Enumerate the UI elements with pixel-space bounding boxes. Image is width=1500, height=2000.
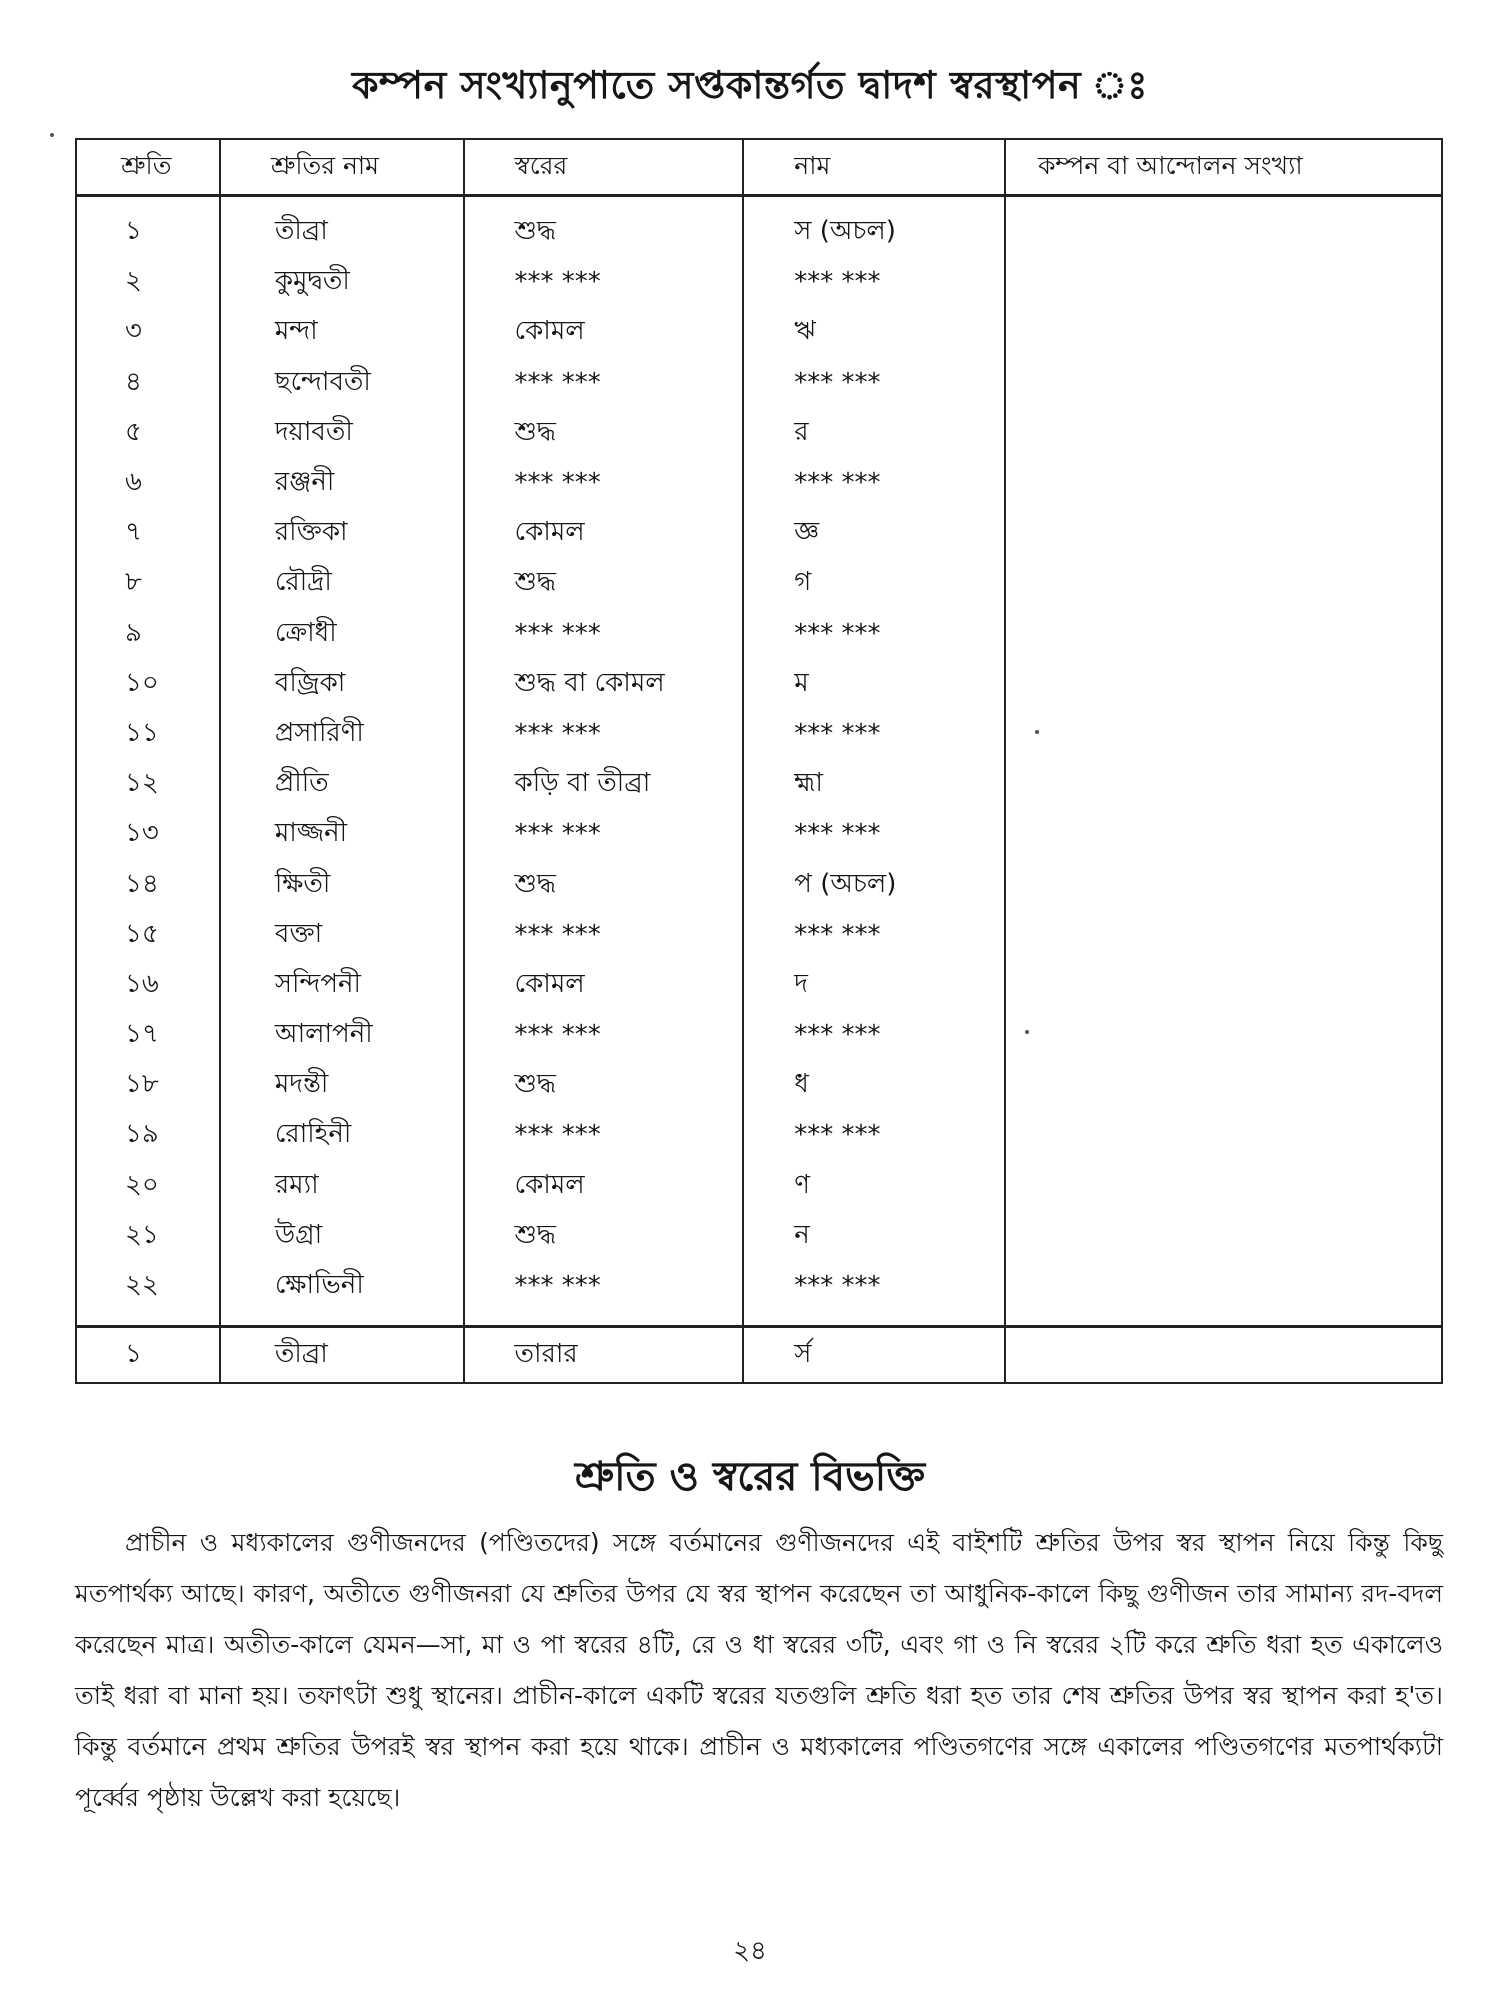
shruti-name: প্রসারিণী [220,709,464,759]
swara-type: *** *** [464,809,744,859]
footer-swara-name: র্স [743,1327,1005,1384]
swara-name: গ [743,558,1005,608]
shruti-name: রক্তিকা [220,508,464,558]
swara-type: শুদ্ধ বা কোমল [464,659,744,709]
frequency-cell [1005,1211,1442,1261]
shruti-name: রৌদ্রী [220,558,464,608]
shruti-table-container [75,138,1443,1384]
shruti-number: ১ [76,196,220,258]
swara-name: *** *** [743,1261,1005,1327]
scan-speck [1025,1030,1029,1034]
shruti-name: আলাপনী [220,1010,464,1060]
table-row [76,196,1442,258]
swara-type: শুদ্ধ [464,1060,744,1110]
frequency-cell [1005,809,1442,859]
swara-name: *** *** [743,458,1005,508]
shruti-number: ৩ [76,307,220,357]
table-header-row [76,139,1442,196]
shruti-name: সন্দিপনী [220,960,464,1010]
shruti-name: ক্ষিতী [220,859,464,909]
swara-name: জ্ঞ [743,508,1005,558]
swara-name: দ [743,960,1005,1010]
shruti-number: ৯ [76,609,220,659]
swara-name: ন [743,1211,1005,1261]
swara-type: শুদ্ধ [464,1211,744,1261]
header-frequency: কম্পন বা আন্দোলন সংখ্যা [1005,139,1442,196]
frequency-cell [1005,508,1442,558]
table-row [76,609,1442,659]
shruti-name: রঞ্জনী [220,458,464,508]
table-row [76,1060,1442,1110]
shruti-name: মদন্তী [220,1060,464,1110]
shruti-number: ২ [76,257,220,307]
shruti-number: ৭ [76,508,220,558]
shruti-name: মাজ্জনী [220,809,464,859]
swara-name: ঋ [743,307,1005,357]
shruti-name: রম্যা [220,1161,464,1211]
shruti-number: ২০ [76,1161,220,1211]
table-row [76,307,1442,357]
frequency-cell [1005,1010,1442,1060]
swara-type: *** *** [464,709,744,759]
shruti-number: ২২ [76,1261,220,1327]
shruti-name: তীব্রা [220,196,464,258]
swara-type: *** *** [464,910,744,960]
shruti-number: ৫ [76,408,220,458]
page-title: কম্পন সংখ্যানুপাতে সপ্তকান্তর্গত দ্বাদশ স্বরস্থাপন ঃ [351,63,1149,107]
shruti-name: রোহিনী [220,1110,464,1160]
swara-name: *** *** [743,1110,1005,1160]
swara-type: শুদ্ধ [464,408,744,458]
shruti-number: ১২ [76,759,220,809]
scan-speck [1035,730,1039,734]
page-number: ২৪ [733,1936,767,1966]
table-footer-row [76,1327,1442,1384]
frequency-cell [1005,408,1442,458]
swara-name: *** *** [743,1010,1005,1060]
swara-name: *** *** [743,358,1005,408]
shruti-name: বক্তা [220,910,464,960]
swara-type: কোমল [464,1161,744,1211]
shruti-number: ৬ [76,458,220,508]
frequency-cell [1005,307,1442,357]
shruti-number: ১০ [76,659,220,709]
shruti-number: ১৮ [76,1060,220,1110]
frequency-cell [1005,609,1442,659]
frequency-cell [1005,558,1442,608]
table-row [76,709,1442,759]
body-paragraph: প্রাচীন ও মধ্যকালের গুণীজনদের (পণ্ডিতদের) সঙ্গে বর্তমানের গুণীজনদের এই বাইশটি শ্রুতির উপর স্বর স্থাপন নিয়ে কিন্তু কিছু মতপার্থক্য আছে। কারণ, অতীতে গুণীজনরা যে শ্রুতির উপর যে স্বর স্থাপন করেছেন তা আধুনিক-কালে কিছু গুণীজন তার সামান্য রদ-বদল করেছেন মাত্র। অতীত-কালে যেমন—সা, মা ও পা স্বরের ৪টি, রে ও ধা স্বরের ৩টি, এবং গা ও নি স্বরের ২টি করে শ্রুতি ধরা হত একালেও তাই ধরা বা মানা হয়। তফাৎটা শুধু স্থানের। প্রাচীন-কালে একটি স্বরের যতগুলি শ্রুতি ধরা হত তার শেষ শ্রুতির উপর স্বর স্থাপন করা হ'ত। কিন্তু বর্তমানে প্রথম শ্রুতির উপরই স্বর স্থাপন করা হয়ে থাকে। প্রাচীন ও মধ্যকালের পণ্ডিতগণের সঙ্গে একালের পণ্ডিতগণের মতপার্থক্যটা পূর্ব্বের পৃষ্ঠায় উল্লেখ করা হয়েছে। [75,1528,1443,1812]
swara-type: *** *** [464,257,744,307]
swara-type: কোমল [464,508,744,558]
swara-type: কোমল [464,960,744,1010]
swara-type: শুদ্ধ [464,859,744,909]
shruti-number: ৪ [76,358,220,408]
swara-type: *** *** [464,1110,744,1160]
shruti-number: ১৭ [76,1010,220,1060]
swara-type: শুদ্ধ [464,558,744,608]
header-swara-type: স্বরের [464,139,744,196]
swara-type: কোমল [464,307,744,357]
table-body [76,196,1442,1327]
swara-type: *** *** [464,609,744,659]
swara-type: *** *** [464,1010,744,1060]
shruti-name: মন্দা [220,307,464,357]
shruti-number: ২১ [76,1211,220,1261]
shruti-number: ১১ [76,709,220,759]
table-row [76,1010,1442,1060]
table-row [76,859,1442,909]
swara-name: *** *** [743,809,1005,859]
table-row [76,1110,1442,1160]
table-row [76,1211,1442,1261]
table-row [76,960,1442,1010]
shruti-name: প্রীতি [220,759,464,809]
swara-type: *** *** [464,458,744,508]
shruti-name: ছন্দোবতী [220,358,464,408]
swara-name: ম [743,659,1005,709]
table-row [76,1261,1442,1327]
table-row [76,910,1442,960]
swara-name: *** *** [743,257,1005,307]
frequency-cell [1005,1060,1442,1110]
frequency-cell [1005,458,1442,508]
frequency-cell [1005,709,1442,759]
frequency-cell [1005,358,1442,408]
table-row [76,508,1442,558]
table-row [76,358,1442,408]
footer-frequency [1005,1327,1442,1384]
swara-name: স (অচল) [743,196,1005,258]
table-row [76,759,1442,809]
frequency-cell [1005,759,1442,809]
swara-name: ণ [743,1161,1005,1211]
frequency-cell [1005,960,1442,1010]
shruti-number: ৮ [76,558,220,608]
table-row [76,558,1442,608]
frequency-cell [1005,859,1442,909]
shruti-name: ক্রোধী [220,609,464,659]
table-row [76,458,1442,508]
shruti-name: দয়াবতী [220,408,464,458]
scan-speck [50,133,54,137]
table-row [76,408,1442,458]
swara-name: *** *** [743,910,1005,960]
swara-name: হ্মা [743,759,1005,809]
frequency-cell [1005,196,1442,258]
swara-type: শুদ্ধ [464,196,744,258]
header-shruti: শ্রুতি [76,139,220,196]
frequency-cell [1005,1161,1442,1211]
swara-type: *** *** [464,1261,744,1327]
header-swara-name: নাম [743,139,1005,196]
frequency-cell [1005,659,1442,709]
table-row [76,659,1442,709]
frequency-cell [1005,1110,1442,1160]
frequency-cell [1005,1261,1442,1327]
swara-name: *** *** [743,609,1005,659]
swara-type: কড়ি বা তীব্রা [464,759,744,809]
swara-name: ধ [743,1060,1005,1110]
shruti-swara-table [75,138,1443,1384]
swara-type: *** *** [464,358,744,408]
shruti-name: কুমুদ্বতী [220,257,464,307]
header-shruti-name: শ্রুতির নাম [220,139,464,196]
footer-shruti-name: তীব্রা [220,1327,464,1384]
frequency-cell [1005,257,1442,307]
table-row [76,1161,1442,1211]
shruti-name: উগ্রা [220,1211,464,1261]
shruti-name: বজ্রিকা [220,659,464,709]
shruti-name: ক্ষোভিনী [220,1261,464,1327]
footer-shruti-number: ১ [76,1327,220,1384]
frequency-cell [1005,910,1442,960]
footer-swara-type: তারার [464,1327,744,1384]
table-row [76,257,1442,307]
shruti-number: ১৪ [76,859,220,909]
swara-name: *** *** [743,709,1005,759]
swara-name: র [743,408,1005,458]
shruti-number: ১৯ [76,1110,220,1160]
shruti-number: ১৩ [76,809,220,859]
table-row [76,809,1442,859]
shruti-number: ১৫ [76,910,220,960]
shruti-number: ১৬ [76,960,220,1010]
section-heading: শ্রুতি ও স্বরের বিভক্তি [574,1454,926,1500]
swara-name: প (অচল) [743,859,1005,909]
